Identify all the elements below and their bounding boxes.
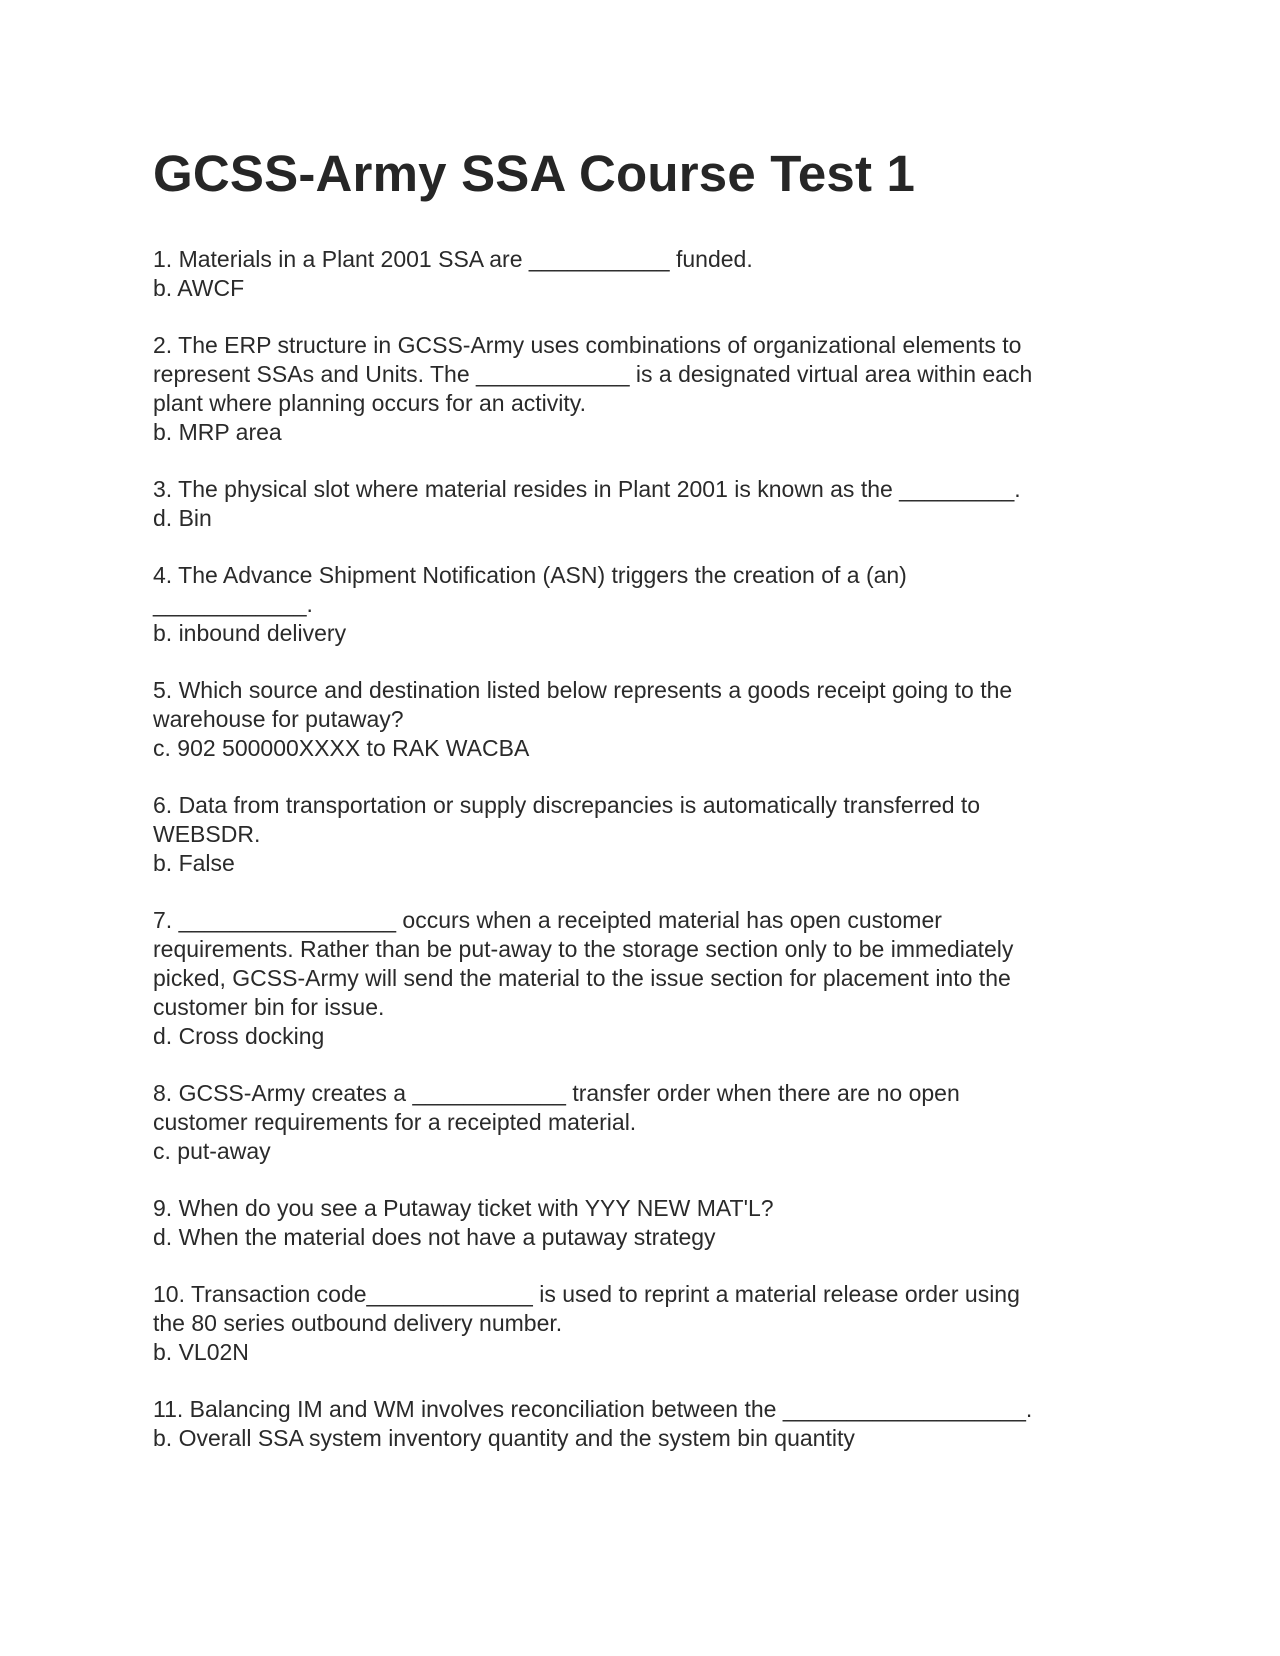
question-text: 7. _________________ occurs when a receipted material has open customer requirements. Rather than be put-away to the storage section only to be immediately picked, GCSS-Army will send the material to the issue section for placement into the customer bin for issue. [153, 907, 1014, 1020]
question-item [153, 791, 1133, 878]
question-text: 4. The Advance Shipment Notification (ASN) triggers the creation of a (an) ____________. [153, 562, 907, 617]
question-item [153, 245, 1133, 303]
question-item [153, 1280, 1133, 1367]
question-text: 8. GCSS-Army creates a ____________ transfer order when there are no open customer requirements for a receipted material. [153, 1080, 960, 1135]
answer-text: b. False [153, 850, 235, 876]
page-title: GCSS-Army SSA Course Test 1 [153, 145, 916, 202]
question-text: 3. The physical slot where material resides in Plant 2001 is known as the _________. [153, 476, 1021, 502]
answer-text: d. Bin [153, 505, 212, 531]
answer-text: d. Cross docking [153, 1023, 325, 1049]
question-text: 6. Data from transportation or supply discrepancies is automatically transferred to WEBSDR. [153, 792, 981, 847]
answer-text: b. inbound delivery [153, 620, 347, 646]
question-text: 10. Transaction code_____________ is used to reprint a material release order using the 80 series outbound delivery number. [153, 1281, 1020, 1336]
question-item [153, 1079, 1133, 1166]
answer-text: b. VL02N [153, 1339, 249, 1365]
question-text: 1. Materials in a Plant 2001 SSA are ___________ funded. [153, 246, 753, 272]
question-list [153, 245, 1133, 1453]
question-item [153, 1194, 1133, 1252]
question-text: 5. Which source and destination listed below represents a goods receipt going to the warehouse for putaway? [153, 677, 1013, 732]
document-page [153, 145, 1133, 1481]
answer-text: c. 902 500000XXXX to RAK WACBA [153, 735, 530, 761]
question-item [153, 475, 1133, 533]
answer-text: b. Overall SSA system inventory quantity and the system bin quantity [153, 1425, 855, 1451]
question-item [153, 561, 1133, 648]
answer-text: b. AWCF [153, 275, 245, 301]
question-text: 11. Balancing IM and WM involves reconciliation between the ___________________. [153, 1396, 1033, 1422]
question-text: 2. The ERP structure in GCSS-Army uses combinations of organizational elements to represent SSAs and Units. The ____________ is a designated virtual area within each plant where planning occurs for an activity. [153, 332, 1033, 416]
question-item [153, 676, 1133, 763]
answer-text: d. When the material does not have a putaway strategy [153, 1224, 716, 1250]
answer-text: b. MRP area [153, 419, 282, 445]
question-item [153, 1395, 1133, 1453]
answer-text: c. put-away [153, 1138, 271, 1164]
question-item [153, 331, 1133, 447]
question-text: 9. When do you see a Putaway ticket with YYY NEW MAT'L? [153, 1195, 774, 1221]
question-item [153, 906, 1133, 1051]
